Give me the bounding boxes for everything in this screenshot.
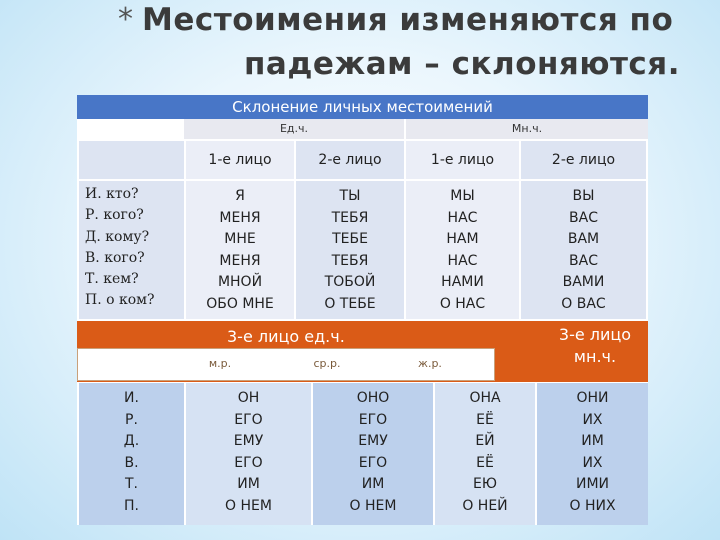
table-caption: Склонение личных местоимений bbox=[77, 95, 648, 119]
title-bullet: * bbox=[118, 2, 133, 37]
third-person-singular-label: 3-е лицо ед.ч. bbox=[227, 327, 345, 346]
declension-table bbox=[77, 95, 648, 525]
person-header: 1-е лицо bbox=[406, 141, 519, 179]
pronoun-column-neuter: ОНО ЕГО ЕМУ ЕГО ИМ О НЕМ bbox=[313, 383, 433, 525]
case-letters: И. Р. Д. В. Т. П. bbox=[79, 383, 184, 525]
corner-cell bbox=[79, 141, 184, 179]
gender-neuter: ср.р. bbox=[313, 357, 341, 370]
pronoun-column-2-plural: ВЫ ВАС ВАМ ВАС ВАМИ О ВАС bbox=[521, 181, 646, 319]
person-header: 2-е лицо bbox=[521, 141, 646, 179]
pronoun-column-1-singular: Я МЕНЯ МНЕ МЕНЯ МНОЙ ОБО МНЕ bbox=[186, 181, 294, 319]
page-title-line-2: падежам – склоняются. bbox=[244, 46, 680, 82]
pronoun-column-1-plural: МЫ НАС НАМ НАС НАМИ О НАС bbox=[406, 181, 519, 319]
plural-header: Мн.ч. bbox=[406, 119, 648, 139]
third-person-plural-label: 3-е лицо мн.ч. bbox=[558, 325, 632, 366]
person-header: 2-е лицо bbox=[296, 141, 404, 179]
pronoun-column-2-singular: ТЫ ТЕБЯ ТЕБЕ ТЕБЯ ТОБОЙ О ТЕБЕ bbox=[296, 181, 404, 319]
pronoun-column-third-plural: ОНИ ИХ ИМ ИХ ИМИ О НИХ bbox=[537, 383, 648, 525]
page-title-line-1: Местоимения изменяются по bbox=[142, 2, 674, 38]
gender-masculine: м.р. bbox=[208, 357, 232, 370]
pronoun-column-feminine: ОНА ЕЁ ЕЙ ЕЁ ЕЮ О НЕЙ bbox=[435, 383, 535, 525]
gender-feminine: ж.р. bbox=[418, 357, 442, 370]
case-questions: И. кто? Р. кого? Д. кому? В. кого? Т. кем? П. о ком? bbox=[79, 181, 184, 319]
person-header: 1-е лицо bbox=[186, 141, 294, 179]
pronoun-column-masculine: ОН ЕГО ЕМУ ЕГО ИМ О НЕМ bbox=[186, 383, 311, 525]
singular-header: Ед.ч. bbox=[184, 119, 404, 139]
